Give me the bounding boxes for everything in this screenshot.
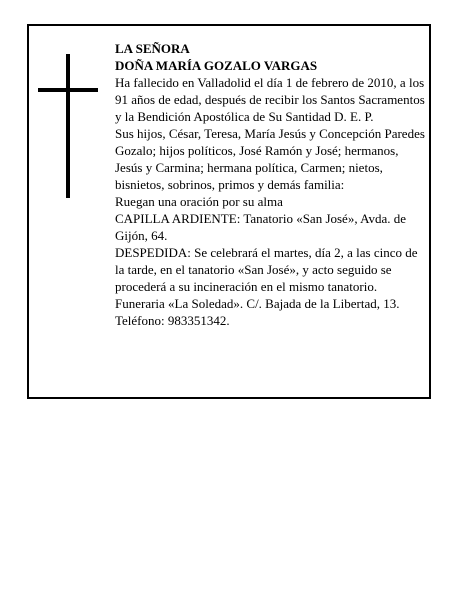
- farewell-info: DESPEDIDA: Se celebrará el martes, día 2, a las cinco de la tarde, en el tanatorio «San José», y acto seguido se procederá a su incineración en el mismo tanatorio.: [115, 245, 418, 294]
- cross-icon: [38, 54, 98, 198]
- deceased-name: DOÑA MARÍA GOZALO VARGAS: [115, 58, 318, 73]
- chapel-info: CAPILLA ARDIENTE: Tanatorio «San José», Avda. de Gijón, 64.: [115, 211, 407, 243]
- notice-title: LA SEÑORA: [115, 41, 190, 56]
- obituary-notice: [27, 24, 431, 399]
- cross-vertical-bar: [66, 54, 70, 198]
- notice-text: [115, 40, 427, 329]
- prayer-request: Ruegan una oración por su alma: [115, 194, 283, 209]
- funeral-home-info: Funeraria «La Soledad». C/. Bajada de la Libertad, 13. Teléfono: 983351342.: [115, 296, 400, 328]
- family-list: Sus hijos, César, Teresa, María Jesús y Concepción Paredes Gozalo; hijos políticos, José Ramón y José; hermanos, Jesús y Carmina; hermana política, Carmen; nietos, bisnietos, sobrinos, primos y demás familia:: [115, 126, 425, 192]
- death-announcement: Ha fallecido en Valladolid el día 1 de febrero de 2010, a los 91 años de edad, después de recibir los Santos Sacramentos y la Bendición Apostólica de Su Santidad D. E. P.: [115, 75, 425, 124]
- cross-horizontal-bar: [38, 88, 98, 92]
